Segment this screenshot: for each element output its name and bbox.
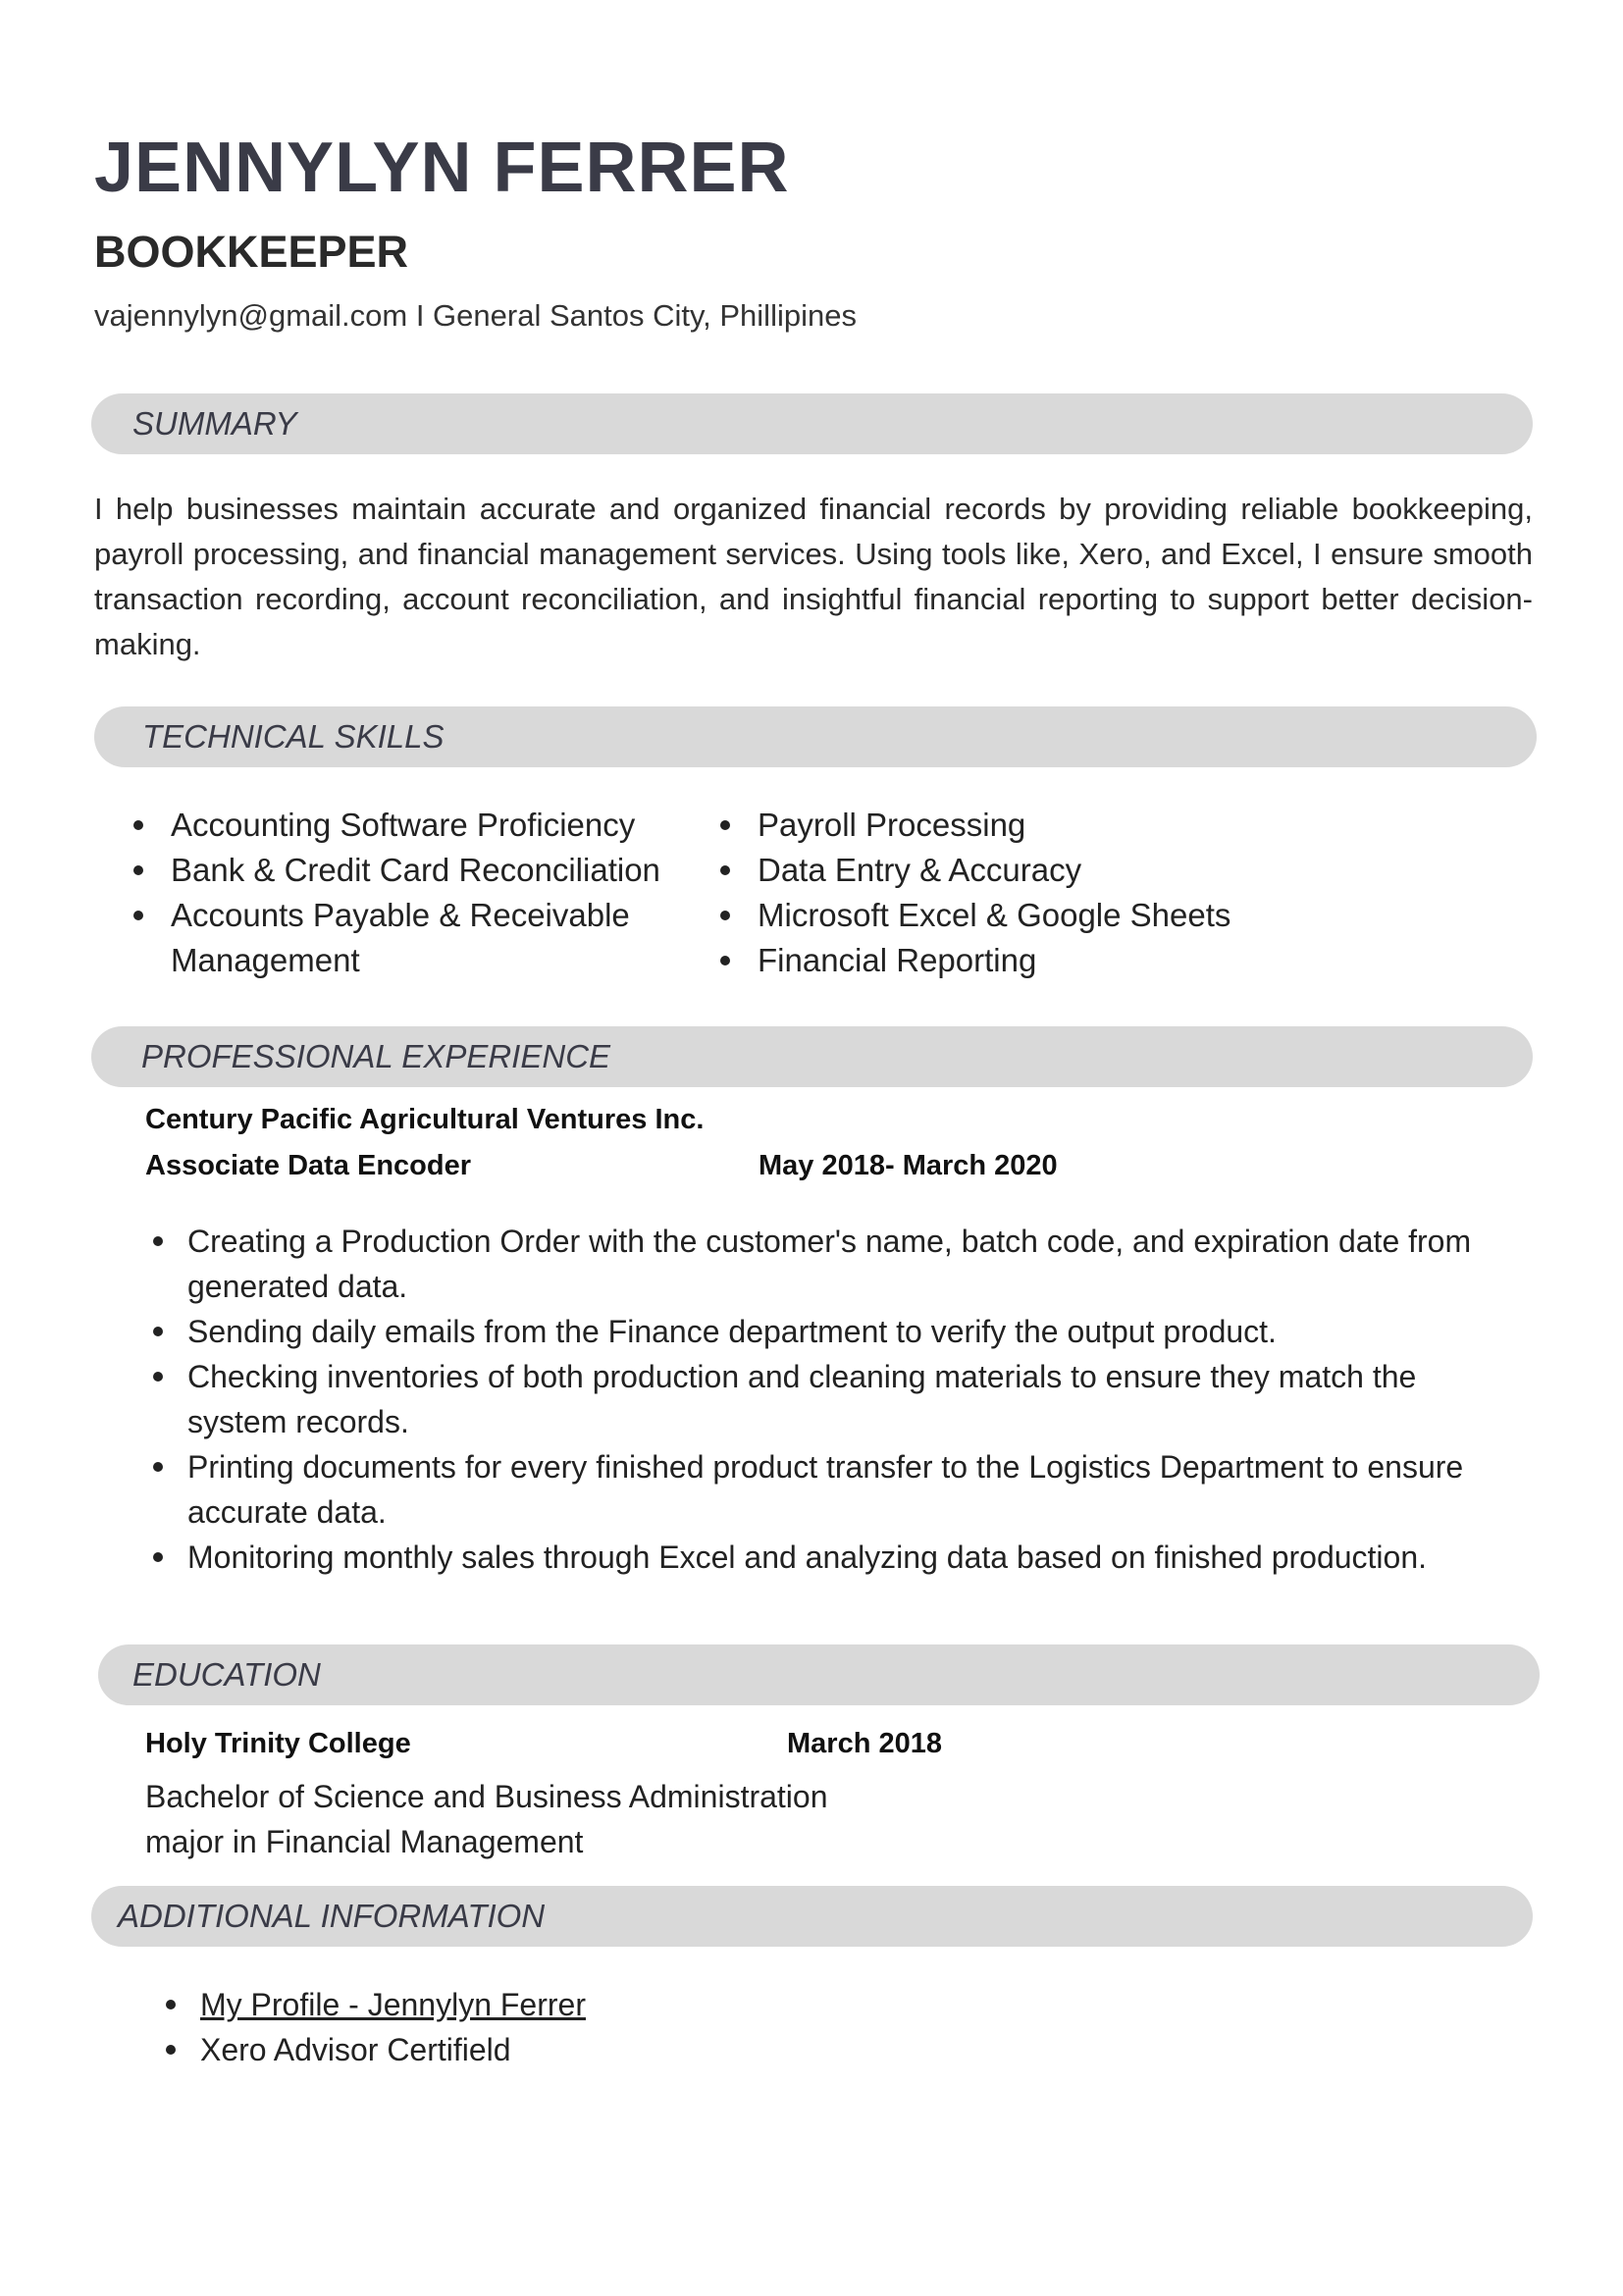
experience-bullet: Checking inventories of both production and cleaning materials to ensure they match the system records. (145, 1354, 1499, 1444)
summary-section-header (91, 393, 1533, 454)
summary-heading: SUMMARY (132, 405, 297, 442)
skill-item: Accounts Payable & Receivable Management (94, 893, 703, 983)
skills-heading: TECHNICAL SKILLS (142, 718, 445, 755)
experience-bullets (145, 1219, 1499, 1580)
degree-line: Bachelor of Science and Business Administration (145, 1779, 828, 1814)
degree-major: major in Financial Management (145, 1824, 584, 1859)
additional-item (157, 1982, 586, 2027)
graduation-date: March 2018 (787, 1728, 942, 1759)
experience-bullet: Creating a Production Order with the customer's name, batch code, and expiration date from generated data. (145, 1219, 1499, 1309)
experience-bullet: Sending daily emails from the Finance department to verify the output product. (145, 1309, 1499, 1354)
company-name: Century Pacific Agricultural Ventures Inc. (145, 1104, 705, 1135)
additional-section-header (91, 1886, 1533, 1947)
skill-item: Bank & Credit Card Reconciliation (94, 848, 703, 893)
contact-info: vajennylyn@gmail.com I General Santos City, Phillipines (94, 298, 857, 333)
skill-item: Financial Reporting (681, 938, 1368, 983)
additional-heading: ADDITIONAL INFORMATION (118, 1898, 546, 1934)
candidate-name: JENNYLYN FERRER (94, 129, 790, 207)
job-title: BOOKKEEPER (94, 227, 409, 277)
education-heading: EDUCATION (132, 1656, 321, 1693)
experience-bullet: Printing documents for every finished product transfer to the Logistics Department to ensure accurate data. (145, 1444, 1499, 1535)
skills-list-right (681, 803, 1368, 983)
additional-item: Xero Advisor Certifield (157, 2027, 586, 2072)
experience-section-header (91, 1026, 1533, 1087)
skill-item: Payroll Processing (681, 803, 1368, 848)
skill-item: Accounting Software Proficiency (94, 803, 703, 848)
skills-section-header (94, 706, 1537, 767)
degree (145, 1774, 828, 1864)
experience-heading: PROFESSIONAL EXPERIENCE (141, 1038, 611, 1074)
experience-bullet: Monitoring monthly sales through Excel and analyzing data based on finished production. (145, 1535, 1499, 1580)
profile-link[interactable]: My Profile - Jennylyn Ferrer (200, 1987, 586, 2022)
summary-text: I help businesses maintain accurate and organized financial records by providing reliable bookkeeping, payroll processing, and financial management services. Using tools like, Xero, and Excel, I ensure smooth transaction recording, account reconciliation, and insightful financial reporting to support better decision-making. (94, 492, 1533, 661)
skills-list-left (94, 803, 703, 983)
education-section-header (98, 1644, 1540, 1705)
skill-item: Microsoft Excel & Google Sheets (681, 893, 1368, 938)
skill-item: Data Entry & Accuracy (681, 848, 1368, 893)
position-title: Associate Data Encoder (145, 1150, 472, 1181)
employment-dates: May 2018- March 2020 (759, 1150, 1058, 1181)
school-name: Holy Trinity College (145, 1728, 411, 1759)
additional-list (157, 1982, 586, 2072)
